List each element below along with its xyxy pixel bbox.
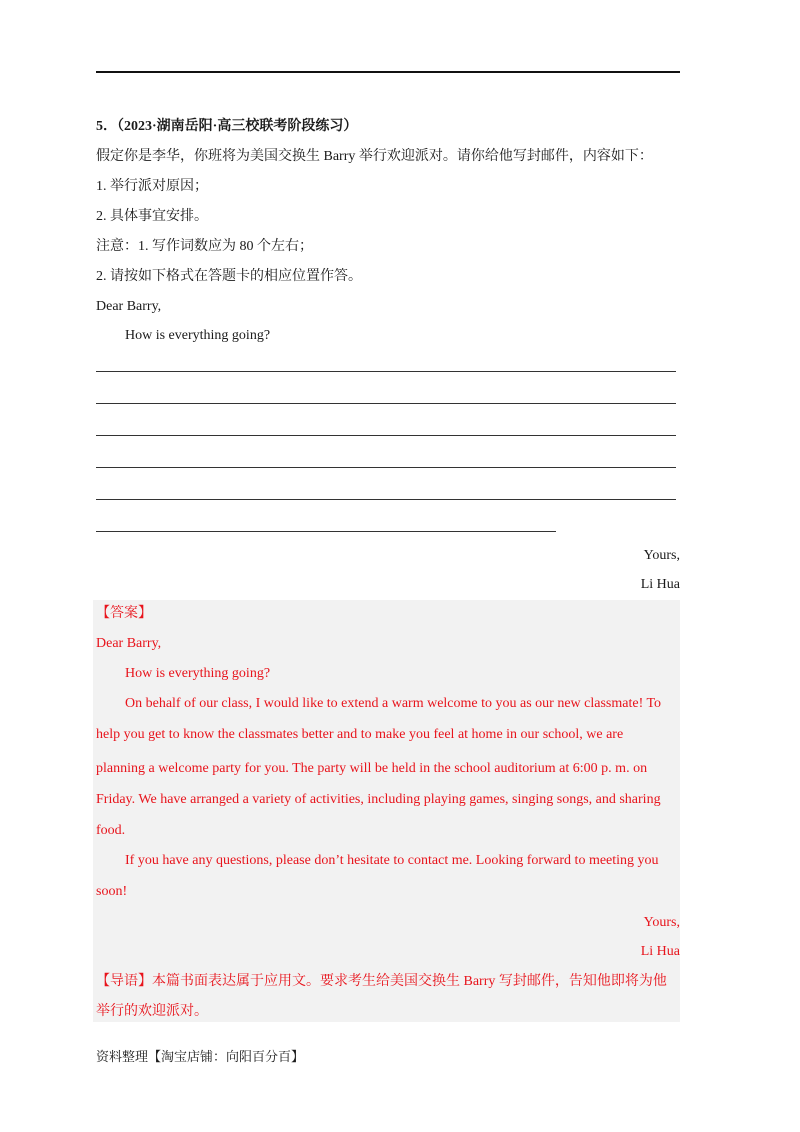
note-item-2: 2. 请按如下格式在答题卡的相应位置作答。 [96, 269, 362, 284]
answer-paragraph-line: food. [96, 823, 126, 838]
requirement-item-2: 2. 具体事宜安排。 [96, 209, 208, 224]
requirement-item-1: 1. 举行派对原因； [96, 179, 208, 194]
answer-paragraph-line: soon! [96, 884, 128, 899]
answer-signature: Li Hua [640, 944, 680, 959]
answer-opening: How is everything going? [125, 666, 271, 681]
answer-label: 【答案】 [96, 606, 152, 621]
question-source: （2023·湖南岳阳·高三校联考阶段练习） [117, 119, 358, 134]
guide-text-line: 举行的欢迎派对。 [96, 1004, 208, 1019]
writing-line [96, 467, 676, 468]
question-heading [96, 117, 357, 137]
letter-signature: Li Hua [640, 577, 680, 592]
letter-opening: How is everything going? [125, 328, 271, 343]
answer-closing: Yours, [643, 915, 680, 930]
answer-paragraph-line: If you have any questions, please don’t hesitate to contact me. Looking forward to meeting you [125, 853, 659, 868]
answer-paragraph-line: help you get to know the classmates better and to make you feel at home in our school, we are [96, 727, 624, 742]
writing-line [96, 435, 676, 436]
answer-greeting: Dear Barry, [96, 636, 162, 651]
writing-line [96, 499, 676, 500]
letter-greeting: Dear Barry, [96, 299, 162, 314]
answer-paragraph-line: On behalf of our class, I would like to extend a warm welcome to you as our new classmate! To [125, 696, 662, 711]
letter-closing: Yours, [643, 548, 680, 563]
answer-paragraph-line: planning a welcome party for you. The party will be held in the school auditorium at 6:00 p. m. on [96, 761, 648, 776]
question-number: 5． [96, 119, 117, 134]
writing-line [96, 531, 556, 532]
question-prompt: 假定你是李华，你班将为美国交换生 Barry 举行欢迎派对。请你给他写封邮件，内容如下： [96, 149, 653, 164]
guide-text-line: 【导语】本篇书面表达属于应用文。要求考生给美国交换生 Barry 写封邮件，告知他即将为他 [96, 974, 667, 989]
header-rule [96, 71, 680, 73]
footer-credit: 资料整理【淘宝店铺：向阳百分百】 [96, 1049, 305, 1064]
writing-line [96, 371, 676, 372]
note-item-1: 注意：1. 写作词数应为 80 个左右； [96, 239, 313, 254]
answer-paragraph-line: Friday. We have arranged a variety of activities, including playing games, singing songs, and sharing [96, 792, 661, 807]
writing-line [96, 403, 676, 404]
